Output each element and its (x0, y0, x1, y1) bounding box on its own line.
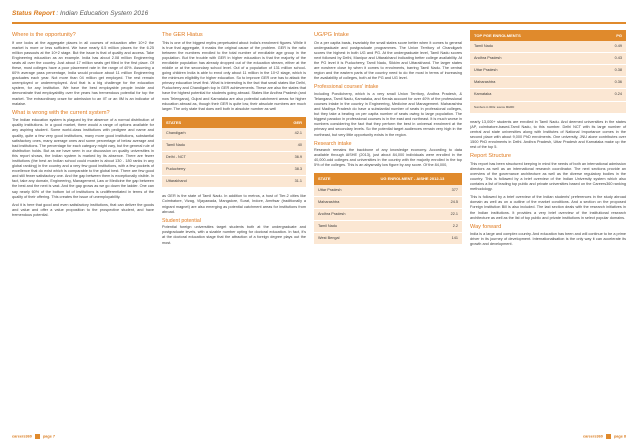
table-cell: 0.24 (592, 89, 626, 101)
table-row (314, 196, 462, 208)
paragraph: nearly 13,000+ students are enrolled in Tamil Nadu. And deemed universities in the states (AP, coimbatore-based-Tamil Nadu, to this number. Delhi NCT with its large number of central and state universities along with Institutes of National Importance comes in the second place with about 9,000 PhD enrolments. One university, JNU alone contributes over 1500 PhD enrolments in Delhi. Andhra Pradesh, Uttar Pradesh and Karnataka make up the rest of the top 5. (470, 119, 626, 150)
report-header (12, 10, 148, 17)
paragraph: The Indian education system is plagued by the absence of a normal distribution of quality institutions. In a good market, there would a range of options available for any aspiring student. Some world-class institutions with pedigree and name and quality, quite a few very good institutions, many more good institutions, substantial satisfactory ones, many average ones and some percentage of below average and bad institutions. The percentage for each category might vary, but the general rule of distribution holds. But as we have seen in our discussion on quality universities in this report shows, the Indian system is marked by its absence. There are fewer institutions (the best an Indian school could muster is about 130 - 180 ranks in any global ranking) in the country and a very few good institutions, with a few pockets of excellence that do exist which is comparable to the global best. There are few good and still fewer satisfactory one. And the gap between them is exceptionally visible. In fact, take any domain, Engineering, Management, Law or Medicine the gap between the best and the next is vast. And the gap grows as we go down the ladder. One can say nearly 60% of the bottom lot of institutions is undifferentiated in terms of the quality of their offering. This creates the issue of unemployability. (12, 118, 154, 199)
table-cell: 31.1 (253, 176, 306, 188)
table-row (314, 208, 462, 220)
table-cell: Andhra Pradesh (314, 208, 363, 220)
heading-opportunity: Where is the opportunity? (12, 32, 76, 38)
table-cell: 42.1 (253, 128, 306, 140)
subheading-professional-intake: Professional courses' intake (314, 84, 379, 91)
table-cell: 38.3 (253, 164, 306, 176)
footer-right (583, 434, 626, 439)
table-cell: 0.43 (592, 53, 626, 65)
footer-square-icon (606, 434, 611, 439)
table-cell: 0.36 (592, 77, 626, 89)
column-2 (162, 30, 306, 249)
table-header: GER (253, 117, 306, 128)
table-cell: Uttarakhand (162, 176, 253, 188)
table-row (162, 176, 306, 188)
heading-report-structure: Report Structure (470, 153, 512, 160)
subheading-research-intake: Research intake (314, 140, 352, 147)
heading-ger-hiatus: The GER Hiatus (162, 32, 203, 38)
table-cell: 36.9 (253, 152, 306, 164)
table-row (314, 220, 462, 232)
table-cell: 377 (363, 185, 462, 197)
paragraph: Including Pondicherry, which is a very small Union Territory, Andhra Pradesh, & Telangana, Tamil Nadu, Karnataka, and Kerala account for over 40% of the professional courses intake in the country in Engineering, Medicine and Management. Maharashtra and Madhya Pradesh do have a substantial number of seats in professional colleges, but they take a beating on per capita number of seats owing to large population. The biggest paradox in professional courses is in the east and northeast. It is much worse in numbers considering the fact that they perform the best in universal enrolment at the primary and secondary levels. So the potential target audiences remain very high in the northeast, but very little opportunity exists in the region. (314, 91, 462, 137)
header-title: Indian Education System 2016 (60, 10, 149, 17)
header-separator: : (54, 10, 61, 17)
table-cell: Maharashtra (470, 77, 592, 89)
footer-page-number: page 8 (613, 434, 626, 439)
table-row (314, 185, 462, 197)
table-cell: Karnataka (470, 89, 592, 101)
table-source: Numbers in 000s: source MHRD (470, 101, 626, 113)
table-row (162, 152, 306, 164)
subheading-student-potential: Student potential (162, 217, 201, 224)
table-row (162, 140, 306, 152)
footer-brand: careers360 (12, 434, 32, 439)
table-cell: Puducherry (162, 164, 253, 176)
paragraph: as GER is the state of Tamil Nadu. In addition to metros, a host of Tier-2 cities like Coimbatore, Vizag, Vijayawada, Mangalore, Surat, Indore, Amritsar (traditionally a migrant magnet) are also emerging as potential catchment areas for institutions from abroad. (162, 194, 306, 214)
footer-page-number: page 7 (42, 434, 56, 439)
table-cell: Delhi - NCT (162, 152, 253, 164)
table-cell: 22.1 (363, 208, 462, 220)
table-row (470, 53, 626, 65)
table-cell: 0.38 (592, 65, 626, 77)
table-cell: Maharashtra (314, 196, 363, 208)
footer-brand: careers360 (582, 434, 603, 439)
paragraph: Research remains the backbone of any knowledge economy. According to data available through AISHE (2013), just about 84,000 individuals were enrolled in the 40,000-odd colleges and universities in the country with the majority enrolled in the top 5% of the colleges. This is an abysmally low figure by any score. Of the 84,000, (314, 148, 462, 168)
header-status: Status Report (12, 10, 55, 17)
table-header: UG ENROLMENT - AISHE 2012-13 (363, 173, 462, 184)
paragraph: And it is here that good and even satisfactory institutions, that can deliver the goods and value and offer a value proposition to the prospective student, and have tremendous potential. (12, 202, 154, 217)
table-row (470, 41, 626, 53)
table-cell: 24.5 (363, 196, 462, 208)
header-rule (12, 22, 626, 24)
table-cell: West Bengal (314, 232, 363, 244)
ger-table (162, 117, 306, 189)
table-row (314, 232, 462, 244)
table-row (470, 77, 626, 89)
table-header: STATES (162, 117, 253, 128)
paragraph: Potential foreign universities target students both at the undergraduate and postgraduate levels, with a sizable number opting for doctoral education. In fact, it's at the doctoral education stage that the attraction of a foreign degree plays out the most. (162, 225, 306, 245)
column-4 (470, 30, 626, 251)
table-row (470, 65, 626, 77)
table-cell: 0.49 (592, 41, 626, 53)
table-row (162, 128, 306, 140)
table-cell: Chandigarh (162, 128, 253, 140)
table-header: PG (592, 30, 626, 41)
heading-way-forward: Way forward (470, 223, 502, 230)
table-row (470, 89, 626, 101)
table-row (470, 101, 626, 113)
table-header: STATE (314, 173, 363, 184)
paragraph: This report has been structured keeping in mind the needs of both an international admission directors as well as an international research coordinator. The next sections provide an overview of the governance architecture as well as the diverse regulatory bodies in the country. This is followed by a brief overview of the Indian University system which also contains a list of leading top public and private universities based on the Careers360 ranking methodology. (470, 161, 626, 192)
table-header: TOP PGE ENROLMENTS (470, 30, 592, 41)
footer-square-icon (35, 434, 40, 439)
footer-left (12, 434, 55, 439)
table-cell: Uttar Pradesh (314, 185, 363, 197)
table-cell: Tamil Nadu (314, 220, 363, 232)
heading-whats-wrong: What is wrong with the current system? (12, 109, 110, 116)
heading-ug-pg-intake: UG/PG Intake (314, 32, 349, 38)
table-cell: Tamil Nadu (470, 41, 592, 53)
ug-enrolment-table (314, 173, 462, 245)
paragraph: This is followed by a brief overview of the Indian students' preferences in the study abroad domain as well as on a outline of the market conditions. And a section on the proposed Foreign Institution Bill is also included. The last section deals with the research initiatives in the Indian institutions. It provides a very brief overview of the institutional research architecture as well as the list of top public and private institutions in select popular domains. (470, 195, 626, 220)
paragraph: On a per capita basis, invariably the small states score better when it comes to general undergraduate and postgraduate programmes. The Union Territory of Chandigarh scores the highest in both UG and PG. At the undergraduate level, Tamil Nadu scores next followed by Delhi, Manipur and Uttarakhand indicating better college availability. At the PG level it is Puducherry, Tamil Nadu, Sikkim and Uttarakhand. The larger states are nowhere close by when it comes to enrolments, barring Tamil Nadu. The central region and the eastern parts of the country need to do the most in terms of increasing the availability of colleges, both at the PG and UG level. (314, 40, 462, 81)
paragraph: India is a large and complex country. And education has been and will continue to be a prime driver in its journey of development. Internationalisation is the only way it can accelerate its growth and development. (470, 232, 626, 247)
top-pge-enrolments-table (470, 30, 626, 114)
paragraph: This is one of the biggest myths perpetuated about India's enrolment figures. While it is true that aggregate, it masks the original cause of the problem. GER is the ratio between the numbers enrolled to the total number of enrollable age group in the population. But the trouble with GER in higher education is that the majority of the enrollable population has already dropped out of the education stream, either at the middle or at the secondary school level. Out of a population of 131 million school-going children India is able to enrol only about 11 million in the 10+2 stage, which is the minimum eligibility for higher education. So to improve GER one has to attack the primary education level first. What is interesting is the fact that small states like Delhi, Puducherry and Chandigarh top in GER achievements. These are also the states that have the highest potential for students going abroad. States like Andhra Pradesh (and now Telengana), Gujrat and Karnataka are also potential catchment areas for higher education abroad as, though their GER is quite low, their absolute numbers are much larger. The only state that does well both in absolute number as well (162, 40, 306, 111)
table-cell: Uttar Pradesh (470, 65, 592, 77)
column-3 (314, 30, 462, 251)
table-row (162, 164, 306, 176)
table-cell: 141 (363, 232, 462, 244)
table-cell: Andhra Pradesh (470, 53, 592, 65)
table-cell: 40 (253, 140, 306, 152)
column-1 (12, 30, 154, 221)
table-cell: 2.2 (363, 220, 462, 232)
paragraph: If one looks at the aggregate places in all courses of education after 10+2 the market is more or less sufficient. We have nearly 6.5 million places for the 6.25 million passouts at the 10+2 stage. But the issue is that of quality and access. Take Engineering education as an example. India has about 2.08 million Engineering seats all over the country. Just about 17 million seats get filled in the first place. Of these, most colleges have a poor placement rate in the range of 40%. Assuming a 60% average pass percentage, India would produce about 11 million Engineering graduates each year. Not more than 04 million get employed. The rest remain unemployed or underemployed. And that is a big challenge for the education system, for any institution. We have the best employable people inside and demonstrate that employability over the years has tremendous potential for top the market. The extraordinary craze for admission to an IIT or an IIM is an indicator of malaise. (12, 40, 154, 106)
table-cell: Tamil Nadu (162, 140, 253, 152)
